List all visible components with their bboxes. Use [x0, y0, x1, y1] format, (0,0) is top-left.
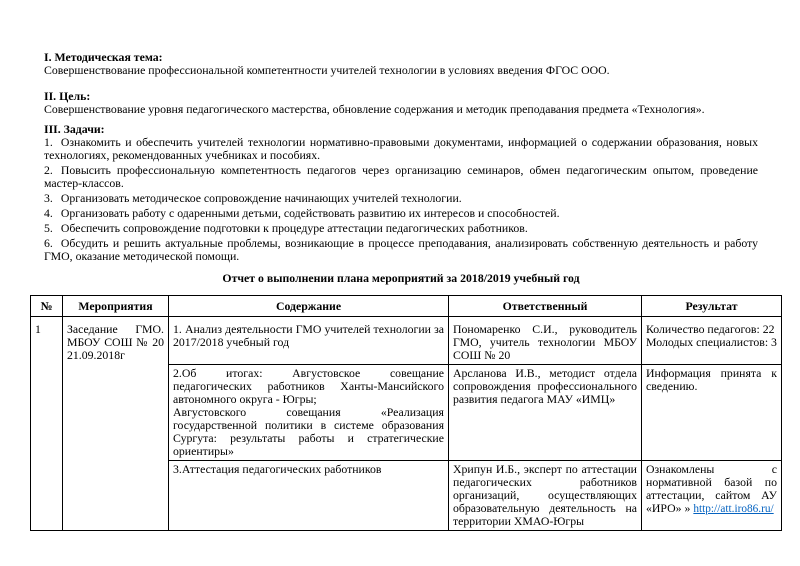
task-item: [44, 136, 758, 162]
task-text: Организовать методическое сопровождение начинающих учителей технологии.: [60, 191, 462, 205]
cell-responsible: [449, 365, 642, 461]
result-text-with-link: [646, 463, 777, 516]
task-number: 4.: [44, 206, 53, 220]
task-text: Ознакомить и обеспечить учителей технологии нормативно-правовыми документами, информацией о содержании образования, новых технологиях, рекомендованных учебниках и пособиях.: [44, 135, 758, 162]
task-item: [44, 237, 758, 263]
attestation-site-link[interactable]: http://att.iro86.ru/: [693, 503, 774, 515]
cell-content: [169, 317, 449, 365]
section-body-text: Совершенствование уровня педагогического мастерства, обновление содержания и методик преподавания предмета «Технология».: [44, 102, 705, 116]
column-header-number: №: [31, 296, 63, 317]
content-paragraph: Августовского совещания «Реализация государственной политики в системе образования Сургута: результаты работы и стратегические ориентиры»: [173, 405, 444, 458]
result-line: Количество педагогов: 22: [646, 322, 775, 336]
task-item: [44, 192, 758, 205]
column-header-responsible: Ответственный: [449, 296, 642, 317]
section-goal: [44, 90, 758, 116]
section-methodical-theme: [44, 51, 758, 77]
task-number: 6.: [44, 236, 53, 250]
task-text: Повысить профессиональную компетентность педагогов через организацию семинаров, обмен педагогическим опытом, проведение мастер-классов.: [44, 163, 758, 190]
cell-event: [63, 317, 169, 531]
task-item: [44, 207, 758, 220]
task-text: Обеспечить сопровождение подготовки к процедуре аттестации педагогических работников.: [60, 221, 528, 235]
cell-result: [642, 317, 782, 365]
column-header-events: Мероприятия: [63, 296, 169, 317]
task-number: 2.: [44, 163, 53, 177]
task-text: Обсудить и решить актуальные проблемы, возникающие в процессе преподавания, анализировать собственную деятельность и работу ГМО, оказание методической помощи.: [44, 236, 758, 263]
result-line: Молодых специалистов: 3: [646, 335, 777, 349]
content-paragraph: 1. Анализ деятельности ГМО учителей технологии за 2017/2018 учебный год: [173, 322, 444, 349]
event-text: Заседание ГМО. МБОУ СОШ № 20 21.09.2018г: [67, 322, 164, 362]
task-item: [44, 222, 758, 235]
task-number: 1.: [44, 135, 53, 149]
task-text: Организовать работу с одаренными детьми, содействовать развитию их интересов и способностей.: [60, 206, 560, 220]
table-row: [31, 317, 782, 365]
cell-content: [169, 461, 449, 531]
section-heading: II. Цель:: [44, 89, 91, 103]
report-title: Отчет о выполнении плана мероприятий за 2018/2019 учебный год: [222, 271, 580, 285]
section-heading: I. Методическая тема:: [44, 50, 163, 64]
task-number: 3.: [44, 191, 53, 205]
table-header-row: [31, 296, 782, 317]
result-text: Информация принята к сведению.: [646, 366, 777, 393]
section-body-text: Совершенствование профессиональной компетентности учителей технологии в условиях введения ФГОС ООО.: [44, 63, 610, 77]
responsible-text: Пономаренко С.И., руководитель ГМО, учитель технологии МБОУ СОШ № 20: [453, 322, 637, 362]
responsible-text: Хрипун И.Б., эксперт по аттестации педагогических работников организаций, осуществляющих образовательную деятельность на территории ХМАО-Югры: [453, 462, 637, 528]
section-heading: III. Задачи:: [44, 122, 105, 136]
column-header-content: Содержание: [169, 296, 449, 317]
cell-responsible: [449, 317, 642, 365]
column-header-result: Результат: [642, 296, 782, 317]
report-table: [30, 295, 782, 531]
cell-result: [642, 365, 782, 461]
task-number: 5.: [44, 221, 53, 235]
result-text: Ознакомлены с нормативной базой по аттестации, сайтом АУ «ИРО» »: [646, 462, 777, 515]
cell-result: [642, 461, 782, 531]
section-tasks: [44, 123, 758, 263]
cell-row-number: 1: [31, 317, 63, 531]
cell-responsible: [449, 461, 642, 531]
content-paragraph: 2.Об итогах: Августовское совещание педагогических работников Ханты-Мансийского автономного округа - Югры;: [173, 366, 444, 406]
cell-content: [169, 365, 449, 461]
responsible-text: Арсланова И.В., методист отдела сопровождения профессионального развития педагога МАУ «ИМЦ»: [453, 366, 637, 406]
content-paragraph: 3.Аттестация педагогических работников: [173, 462, 382, 476]
task-item: [44, 164, 758, 190]
